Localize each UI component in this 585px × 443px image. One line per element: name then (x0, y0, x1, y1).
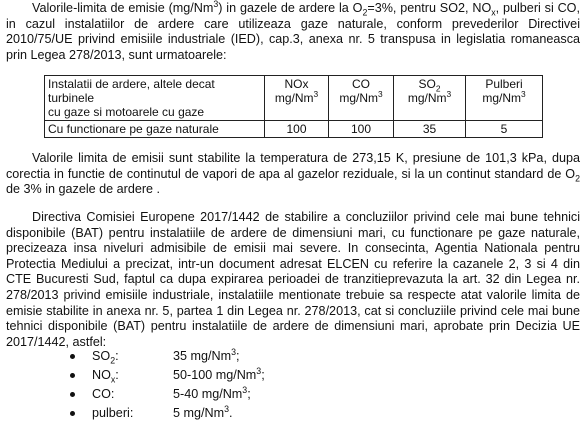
bat-directive-paragraph: Directiva Comisiei Europene 2017/1442 de stabilire a concluziilor privind cele mai bune tehnici disponibile (BAT) pentru instalatiile de ardere de dimensiuni mari, cu functionare pe gaze naturale, precizeaza insa niveluri admisibile de emisii mai severe. In consecinta, Agentia Nationala pentru Protectia Mediului a precizat, intr-un document adresat ELCEN cu referire la cazanele 2, 3 si 4 din CTE Bucuresti Sud, faptul ca dupa expirarea perioadei de tranzitieprevazuta la art. 32 din Legea nr. 278/2013 privind emisiile industriale, instalatiile mentionate trebuie sa respecte atat valorile limita de emisie stabilite in anexa nr. 5, partea 1 din Legea nr. 278/2013, cat si concluziile privind cele mai bune tehnici disponibile (BAT) pentru instalatiile de ardere de dimensiuni mari, aprobate prin Decizia UE 2017/1442, astfel: (6, 210, 580, 349)
bullet-icon (70, 392, 75, 397)
bullet-icon (70, 354, 75, 359)
table-header-row (45, 76, 543, 121)
table-header-pulberi: Pulberi mg/Nm$^3$ (466, 76, 543, 121)
table-header-installation: Instalatii de ardere, altele decat turbinele cu gaze si motoarele cu gaze (45, 76, 265, 121)
table-header-so2: $SO_2$ mg/Nm$^3$ (394, 76, 466, 121)
document-page: Valorile-limita de emisie (mg/Nm$^3$) in gazele de ardere la $O_2=3\%$, pentru SO2, $NO_x$, pulberi si CO, in cazul instalatiilor de ardere care utilizeaza gaze naturale, conform prevederilor Directivei 2010/75/UE privind emisiile industriale (IED), cap.3, anexa nr. 5 transpusa in legislatia romaneasca prin Legea 278/2013, sunt urmatoarele: Instalatii de ardere, altele decat turbinele cu gaze si motoarele cu gaze NOx mg/Nm$^3$ CO mg/Nm$^3$ $SO_2$ mg/Nm$^3$ Pulberi mg/Nm$^3$ Cu functionare pe gaze naturale 100 100 35 5 Valorile limita de emisii sunt stabilite la temperatura de 273,15 K, presiune de 101,3 kPa, dupa corectia in functie de continutul de vapori de apa al gazelor reziduale, si la un continut standard de $O_2$ de 3% in gazele de ardere . Directiva Comisiei Europene 2017/1442 de stabilire a concluziilor privind cele mai bune tehnici disponibile (BAT) pentru instalatiile de ardere de dimensiuni mari, cu functionare pe gaze naturale, precizeaza insa niveluri admisibile de emisii mai severe. In consecinta, Agentia Nationala pentru Protectia Mediului a precizat, intr-un document adresat ELCEN cu referire la cazanele 2, 3 si 4 din CTE Bucuresti Sud, faptul ca dupa expirarea perioadei de tranzitieprevazuta la art. 32 din Legea nr. 278/2013 privind emisiile industriale, instalatiile mentionate trebuie sa respecte atat valorile limita de emisie stabilite in anexa nr. 5, partea 1 din Legea nr. 278/2013, cat si concluziile privind cele mai bune tehnici disponibile (BAT) pentru instalatiile de ardere de dimensiuni mari, aprobate prin Decizia UE 2017/1442, astfel: $SO_2$: 35 mg/Nm$^3$; $NO_x$: 50-100 mg/Nm$^3$; CO: 5-40 mg/Nm$^3$; pulberi: 5 mg/Nm$^3$. (6, 0, 580, 420)
table-cell-co: 100 (329, 121, 394, 138)
reference-conditions-paragraph: Valorile limita de emisii sunt stabilite la temperatura de 273,15 K, presiune de 101,3 kPa, dupa corectia in functie de continutul de vapori de apa al gazelor reziduale, si la un continut standard de $O_2$ de 3% in gazele de ardere . (6, 151, 580, 197)
table-cell-nox: 100 (265, 121, 329, 138)
table-header-nox: NOx mg/Nm$^3$ (265, 76, 329, 121)
table-header-co: CO mg/Nm$^3$ (329, 76, 394, 121)
table-cell-pulberi: 5 (466, 121, 543, 138)
bullet-icon (70, 411, 75, 416)
table-cell-so2: 35 (394, 121, 466, 138)
table-row (45, 121, 543, 138)
emission-limits-table (44, 75, 543, 138)
bullet-icon (70, 373, 75, 378)
emission-limits-intro-paragraph: Valorile-limita de emisie (mg/Nm$^3$) in gazele de ardere la $O_2=3\%$, pentru SO2, $NO_x$, pulberi si CO, in cazul instalatiilor de ardere care utilizeaza gaze naturale, conform prevederilor Directivei 2010/75/UE privind emisiile industriale (IED), cap.3, anexa nr. 5 transpusa in legislatia romaneasca prin Legea 278/2013, sunt urmatoarele: (6, 0, 580, 62)
table-row-label: Cu functionare pe gaze naturale (45, 121, 265, 138)
